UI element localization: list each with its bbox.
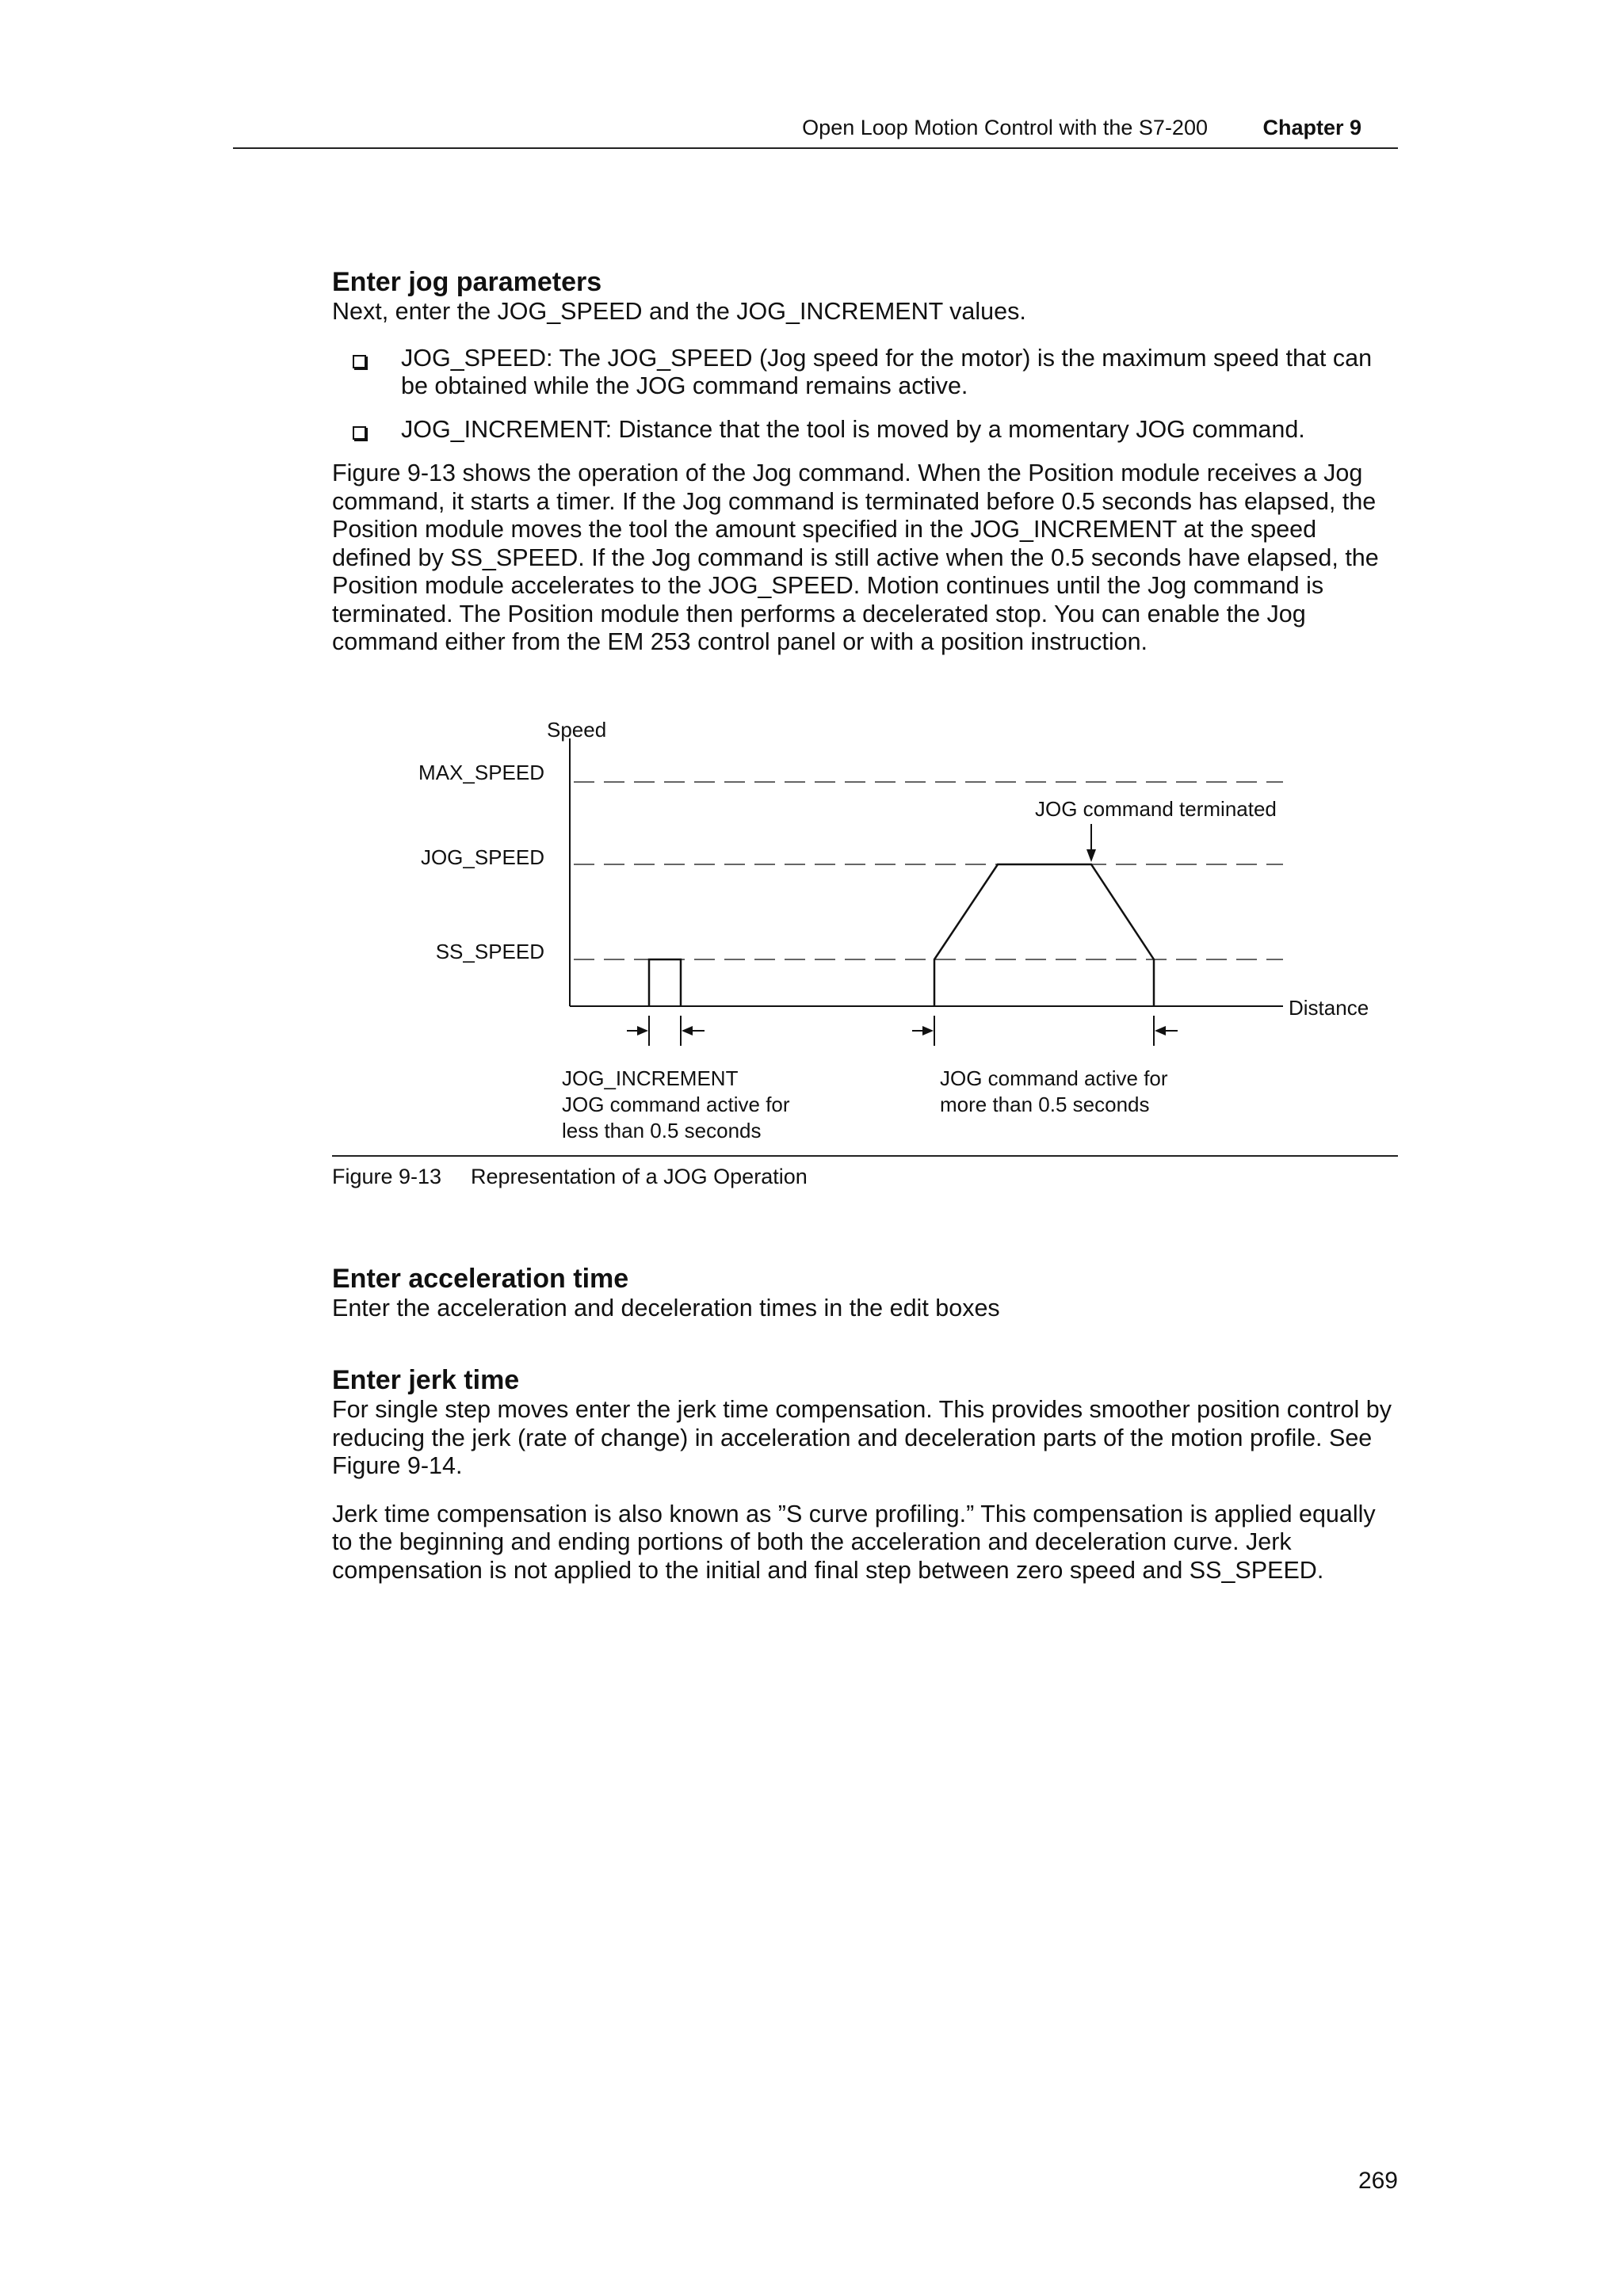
- jerk-paragraph-1: For single step moves enter the jerk time compensation. This provides smoother position control by reducing the jerk (rate of change) in acceleration and deceleration parts of the motion profile. See Figure 9-14.: [332, 1396, 1392, 1479]
- accel-section: [332, 1263, 1398, 1323]
- long-jog-arrow-left-icon: [922, 1026, 934, 1035]
- jog-diagram: [332, 697, 1398, 1157]
- jog-heading: Enter jog parameters: [332, 267, 602, 297]
- jerk-heading: Enter jerk time: [332, 1365, 520, 1395]
- long-jog-label-line-1: JOG command active for: [940, 1066, 1168, 1090]
- ss-speed-label: SS_SPEED: [435, 940, 544, 963]
- terminated-arrow-icon: [1086, 849, 1096, 862]
- jerk-paragraph-2: Jerk time compensation is also known as ”S curve profiling.” This compensation is applied equally to the beginning and ending portions of both the acceleration and deceleration curve. Jerk compensation is not applied to the initial and final step between zero speed and SS_SPEED.: [332, 1500, 1376, 1584]
- short-jog-label-line-3: less than 0.5 seconds: [562, 1119, 762, 1142]
- jog-terminated-label: JOG command terminated: [1035, 797, 1277, 821]
- jog-section: [332, 266, 1398, 657]
- bullet-item-jog-speed: [332, 345, 1398, 401]
- jog-operation-figure: [332, 697, 1398, 1204]
- header-chapter: Chapter 9: [1262, 116, 1361, 139]
- short-jog-label-line-1: JOG_INCREMENT: [562, 1066, 739, 1090]
- long-jog-profile: [934, 864, 1154, 1006]
- long-jog-arrow-right-icon: [1155, 1026, 1166, 1035]
- accel-text: Enter the acceleration and deceleration times in the edit boxes: [332, 1295, 1000, 1322]
- short-jog-label-line-2: JOG command active for: [562, 1093, 790, 1116]
- jog-paragraph: Figure 9-13 shows the operation of the Jog command. When the Position module receives a Jog command, it starts a timer. If the Jog command is terminated before 0.5 seconds has elapsed, the Position module moves the tool the amount specified in the JOG_INCREMENT at the speed defined by SS_SPEED. If the Jog command is still active when the 0.5 seconds have elapsed, the Position module accelerates to the JOG_SPEED. Motion continues until the Jog command is terminated. The Position module then performs a decelerated stop. You can enable the Jog command either from the EM 253 control panel or with a position instruction.: [332, 460, 1379, 655]
- figure-caption: [332, 1165, 808, 1189]
- max-speed-label: MAX_SPEED: [418, 761, 544, 784]
- long-jog-label-line-2: more than 0.5 seconds: [940, 1093, 1150, 1116]
- caption-number: Figure 9-13: [332, 1165, 442, 1188]
- checkbox-bullet-icon: [353, 426, 366, 440]
- x-axis-label: Distance: [1289, 996, 1369, 1020]
- figure-rule: [332, 1155, 1398, 1157]
- header-title: Open Loop Motion Control with the S7-200: [802, 116, 1208, 139]
- bullet-text: JOG_INCREMENT: Distance that the tool is moved by a momentary JOG command.: [401, 415, 1305, 443]
- bullet-text: JOG_SPEED: The JOG_SPEED (Jog speed for the motor) is the maximum speed that can be obtained while the JOG command remains active.: [401, 344, 1373, 399]
- running-header: [233, 116, 1398, 149]
- jog-bullet-list: [332, 345, 1398, 444]
- accel-heading: Enter acceleration time: [332, 1264, 629, 1294]
- jog-speed-label: JOG_SPEED: [420, 845, 544, 869]
- header-rule: [233, 147, 1398, 149]
- y-axis-label: Speed: [547, 718, 607, 742]
- page-number: 269: [1358, 2168, 1398, 2194]
- short-jog-pulse: [649, 959, 681, 1006]
- increment-arrow-left-icon: [637, 1026, 648, 1035]
- checkbox-bullet-icon: [353, 355, 366, 368]
- bullet-item-jog-increment: [332, 416, 1398, 444]
- caption-title: Representation of a JOG Operation: [471, 1165, 808, 1188]
- increment-arrow-right-icon: [682, 1026, 693, 1035]
- jerk-section: [332, 1364, 1398, 1585]
- jog-intro: Next, enter the JOG_SPEED and the JOG_INCREMENT values.: [332, 298, 1026, 325]
